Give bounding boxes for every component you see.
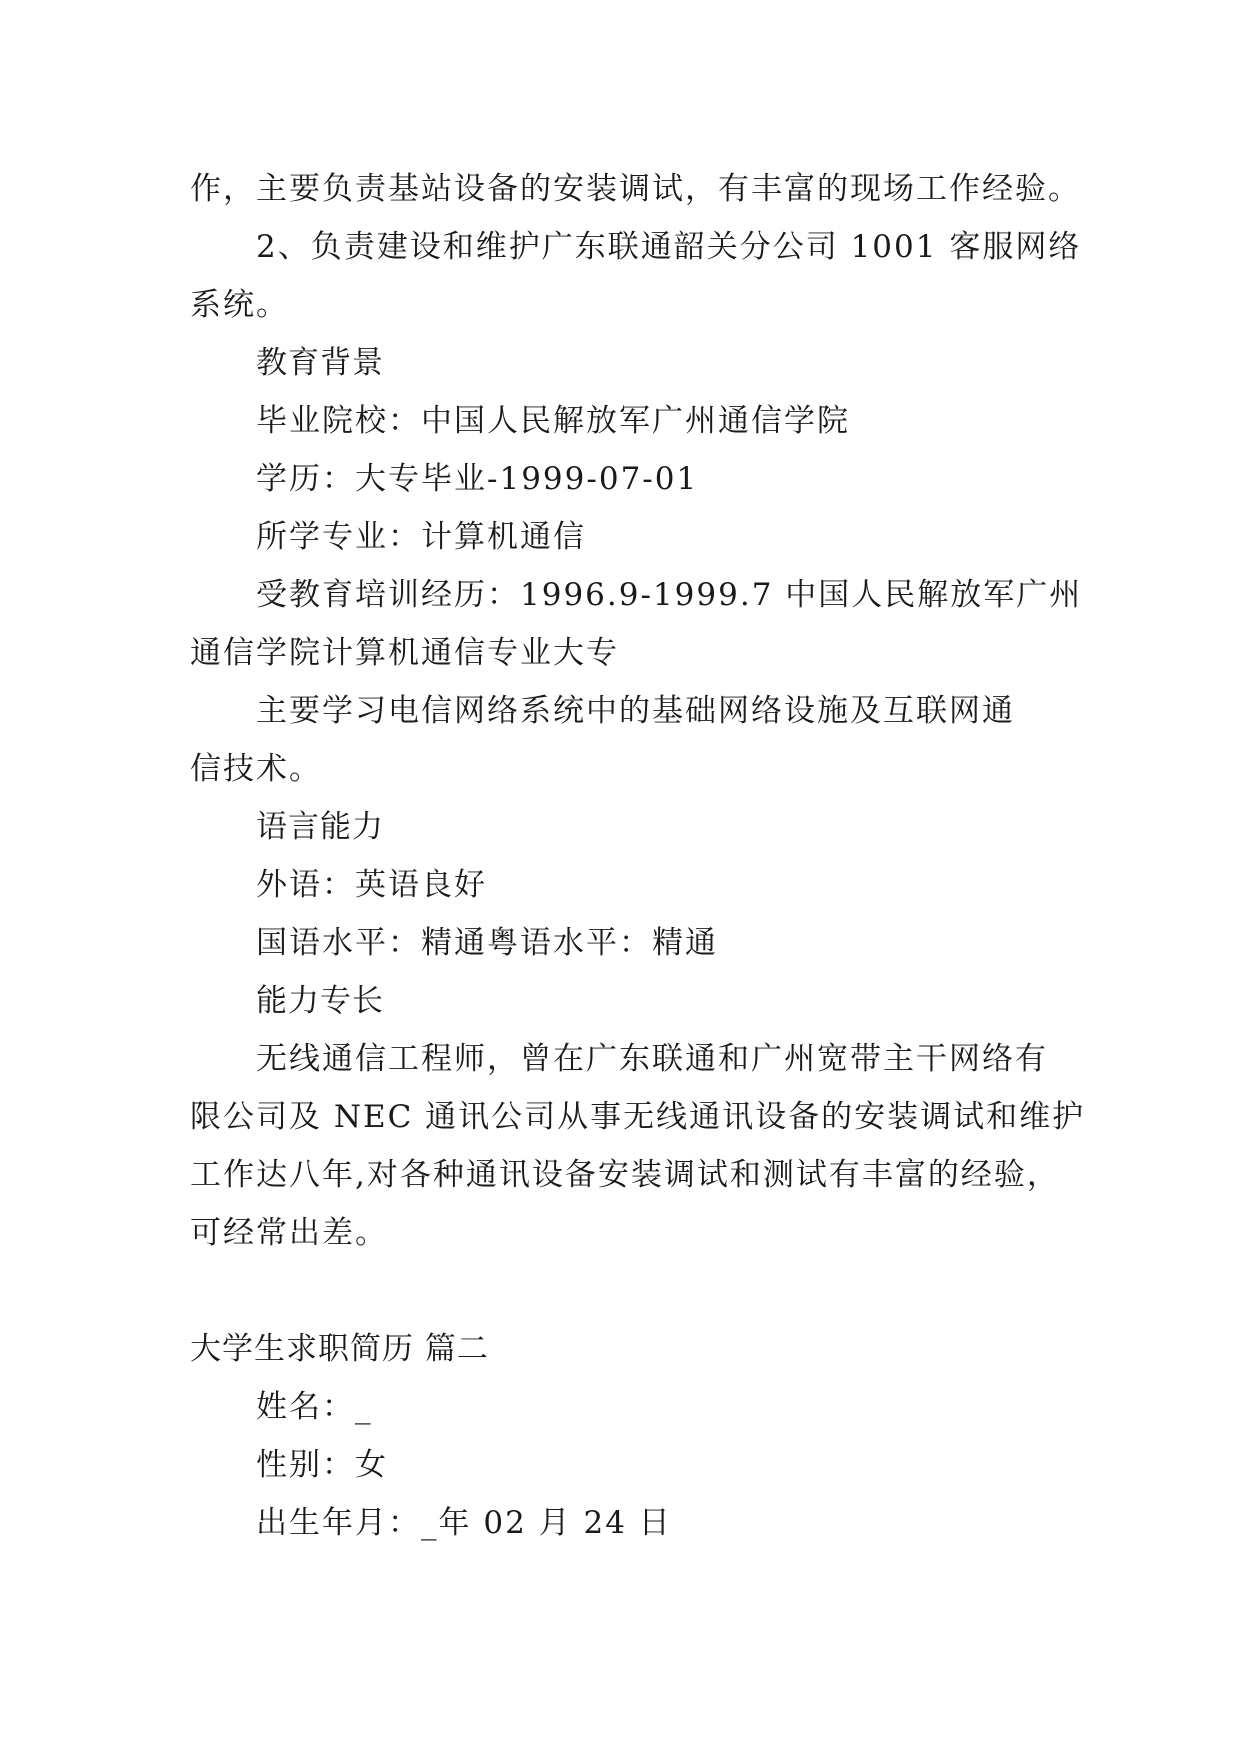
- skills-line-3: 工作达八年,对各种通讯设备安装调试和测试有丰富的经验，: [190, 1157, 1060, 1193]
- school-line: 毕业院校：中国人民解放军广州通信学院: [256, 403, 850, 439]
- skills-line-4: 可经常出差。: [190, 1215, 388, 1251]
- training-line: 受教育培训经历：1996.9-1999.7 中国人民解放军广州: [256, 577, 1083, 613]
- mandarin-cantonese-line: 国语水平：精通粤语水平：精通: [256, 925, 718, 961]
- gender-line: 性别：女: [256, 1447, 388, 1483]
- training-continuation: 通信学院计算机通信专业大专: [190, 635, 619, 671]
- name-line: 姓名：_: [256, 1389, 373, 1425]
- study-continuation: 信技术。: [190, 751, 322, 787]
- language-heading: 语言能力: [256, 809, 384, 845]
- work-item-2-continuation: 系统。: [190, 287, 289, 323]
- degree-line: 学历：大专毕业-1999-07-01: [256, 461, 699, 497]
- skills-line-1: 无线通信工程师，曾在广东联通和广州宽带主干网络有: [256, 1041, 1048, 1077]
- birth-line: 出生年月：_年 02 月 24 日: [256, 1505, 672, 1541]
- section-2-title: 大学生求职简历 篇二: [190, 1331, 489, 1367]
- skills-heading: 能力专长: [256, 983, 384, 1019]
- foreign-language-line: 外语：英语良好: [256, 867, 487, 903]
- document-page: [190, 160, 1086, 1552]
- skills-line-2: 限公司及 NEC 通讯公司从事无线通讯设备的安装调试和维护: [190, 1099, 1086, 1135]
- education-heading: 教育背景: [256, 345, 384, 381]
- section-spacer: [190, 1262, 1050, 1320]
- work-experience-line: 作，主要负责基站设备的安装调试，有丰富的现场工作经验。: [190, 171, 1081, 207]
- work-item-2-line: 2、负责建设和维护广东联通韶关分公司 1001 客服网络: [256, 229, 1082, 265]
- major-line: 所学专业：计算机通信: [256, 519, 586, 555]
- study-line: 主要学习电信网络系统中的基础网络设施及互联网通: [256, 693, 1015, 729]
